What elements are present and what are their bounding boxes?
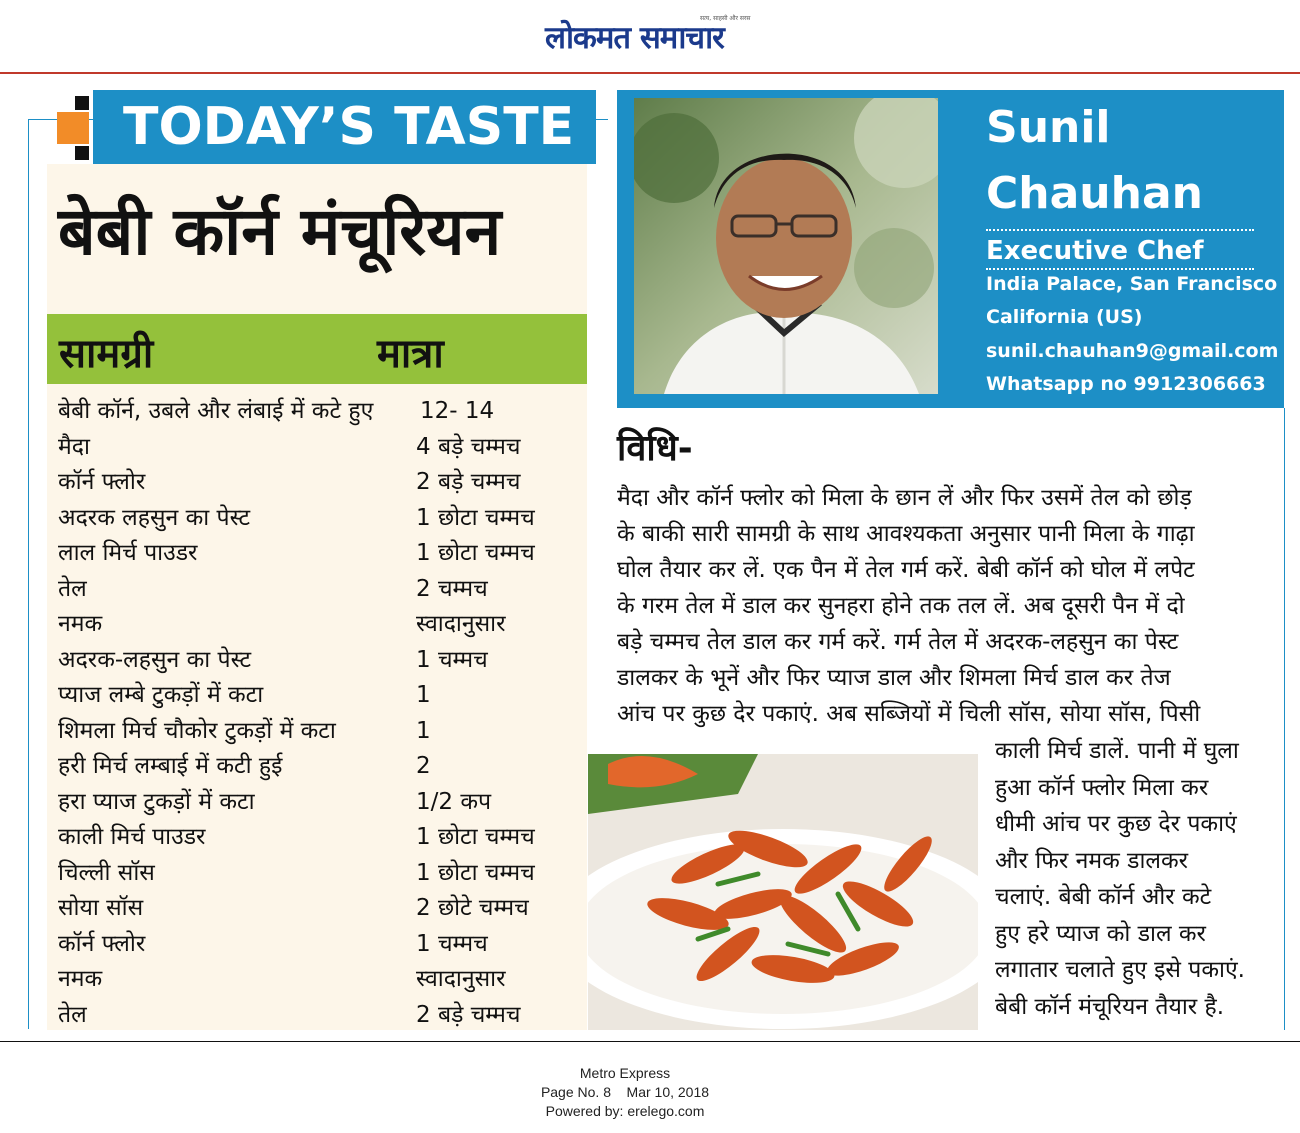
masthead-rule xyxy=(0,72,1300,74)
ingredient-row xyxy=(58,607,578,643)
ingredient-row xyxy=(58,430,578,466)
bottom-rule xyxy=(0,1041,1300,1042)
chef-title: Executive Chef xyxy=(986,236,1204,266)
ingredient-row xyxy=(58,998,578,1034)
ingredient-name: हरा प्याज टुकड़ों में कटा xyxy=(58,788,255,815)
chef-name xyxy=(986,95,1203,227)
ingredient-row xyxy=(58,962,578,998)
ingredient-row xyxy=(58,714,578,750)
method-line: और फिर नमक डालकर xyxy=(995,847,1189,874)
chef-location: California (US) xyxy=(986,306,1143,328)
dish-title: बेबी कॉर्न मंचूरियन xyxy=(58,193,502,270)
section-banner: TODAY’S TASTE xyxy=(93,90,596,164)
quantity-column-header: मात्रा xyxy=(377,331,444,377)
method-line: बड़े चम्मच तेल डाल कर गर्म करें. गर्म तेल में अदरक-लहसुन का पेस्ट xyxy=(617,629,1179,655)
dotted-divider xyxy=(986,229,1254,231)
method-line: धीमी आंच पर कुछ देर पकाएं xyxy=(995,811,1237,837)
black-square-ornament xyxy=(75,146,89,160)
ingredient-row xyxy=(58,678,578,714)
ingredient-name: काली मिर्च पाउडर xyxy=(58,824,206,850)
ingredient-quantity: 2 चम्मच xyxy=(416,575,488,602)
ingredient-row xyxy=(58,465,578,501)
ingredient-quantity: 1 छोटा चम्मच xyxy=(416,504,535,531)
ingredient-quantity: 2 छोटे चम्मच xyxy=(416,895,529,921)
chef-portrait-image xyxy=(634,98,938,394)
ingredient-row xyxy=(58,643,578,679)
footer-powered-by: Powered by: erelego.com xyxy=(545,1103,705,1119)
method-line: घोल तैयार कर लें. एक पैन में तेल गर्म करें. बेबी कॉर्न को घोल में लपेट xyxy=(617,557,1195,583)
ingredient-quantity: 2 बड़े चम्मच xyxy=(416,469,521,495)
orange-square-ornament xyxy=(57,112,89,144)
method-title: विधि- xyxy=(617,428,693,469)
ingredient-quantity: 1 चम्मच xyxy=(416,646,488,673)
ingredient-name: सोया सॉस xyxy=(58,895,144,921)
right-border-line xyxy=(1284,408,1285,1030)
ingredient-name: शिमला मिर्च चौकोर टुकड़ों में कटा xyxy=(58,717,336,744)
dotted-divider xyxy=(986,268,1254,270)
method-line: डालकर के भूनें और फिर प्याज डाल और शिमला मिर्च डाल कर तेज xyxy=(617,665,1171,691)
method-line: लगातार चलाते हुए इसे पकाएं. xyxy=(995,957,1245,983)
ingredient-name: तेल xyxy=(58,575,87,602)
ingredient-name: नमक xyxy=(58,611,103,637)
ingredient-name: कॉर्न फ्लोर xyxy=(58,930,146,957)
chef-photo xyxy=(634,98,938,394)
ingredient-quantity: 1 छोटा चम्मच xyxy=(416,824,535,850)
method-line: के गरम तेल में डाल कर सुनहरा होने तक तल लें. अब दूसरी पैन में दो xyxy=(617,593,1185,619)
ingredient-row xyxy=(58,856,578,892)
page-footer xyxy=(0,1064,1300,1121)
method-line: चलाएं. बेबी कॉर्न और कटे xyxy=(995,884,1212,910)
newspaper-logo: लोकमत समाचार xyxy=(545,20,724,56)
ingredient-quantity: 1 छोटा चम्मच xyxy=(416,540,535,566)
ingredient-name: प्याज लम्बे टुकड़ों में कटा xyxy=(58,682,264,708)
method-line: काली मिर्च डालें. पानी में घुला xyxy=(995,738,1239,764)
method-text-continued xyxy=(995,733,1275,1025)
method-line: आंच पर कुछ देर पकाएं. अब सब्जियों में चिली सॉस, सोया सॉस, पिसी xyxy=(617,701,1201,727)
ingredient-name: लाल मिर्च पाउडर xyxy=(58,540,198,566)
ingredient-quantity: स्वादानुसार xyxy=(416,611,506,637)
ingredient-row xyxy=(58,749,578,785)
ingredient-quantity: 1 छोटा चम्मच xyxy=(416,859,535,886)
ingredient-name: अदरक-लहसुन का पेस्ट xyxy=(58,646,252,673)
method-line: हुआ कॉर्न फ्लोर मिला कर xyxy=(995,774,1209,801)
ingredient-quantity: 1 चम्मच xyxy=(416,930,488,957)
ingredient-name: हरी मिर्च लम्बाई में कटी हुई xyxy=(58,753,283,779)
ingredient-name: मैदा xyxy=(58,433,90,460)
baby-corn-manchurian-image xyxy=(588,754,978,1030)
ingredient-row xyxy=(58,501,578,537)
ingredient-name: कॉर्न फ्लोर xyxy=(58,469,146,495)
ingredient-quantity: 1 xyxy=(416,717,431,744)
method-line: मैदा और कॉर्न फ्लोर को मिला के छान लें और फिर उसमें तेल को छोड़ xyxy=(617,485,1192,511)
ingredient-name: चिल्ली सॉस xyxy=(58,859,155,886)
masthead-tagline: सत्य, साहसी और सरस xyxy=(700,15,751,22)
ingredient-quantity: 4 बड़े चम्मच xyxy=(416,433,521,460)
ingredient-row xyxy=(58,572,578,608)
ingredient-quantity: 1 xyxy=(416,682,431,708)
ingredient-row xyxy=(58,785,578,821)
ingredient-row xyxy=(58,536,578,572)
ingredient-name: बेबी कॉर्न, उबले और लंबाई में कटे हुए xyxy=(58,398,374,424)
chef-whatsapp: Whatsapp no 9912306663 xyxy=(986,373,1266,395)
ingredient-row xyxy=(58,394,578,430)
ingredient-quantity: 1/2 कप xyxy=(416,788,492,815)
ingredient-row xyxy=(58,820,578,856)
ingredient-quantity: स्वादानुसार xyxy=(416,966,506,992)
chef-restaurant: India Palace, San Francisco xyxy=(986,273,1278,295)
ingredient-name: नमक xyxy=(58,966,103,992)
ingredient-quantity: 12- 14 xyxy=(420,398,495,424)
dish-photo xyxy=(588,754,978,1030)
ingredient-row xyxy=(58,891,578,927)
chef-last-name: Chauhan xyxy=(986,168,1203,219)
ingredients-header xyxy=(47,314,587,384)
ingredient-name: तेल xyxy=(58,1001,87,1028)
method-line: हुए हरे प्याज को डाल कर xyxy=(995,920,1206,947)
ingredients-column-header: सामग्री xyxy=(59,331,154,377)
footer-page-date: Page No. 8 Mar 10, 2018 xyxy=(540,1084,710,1100)
chef-first-name: Sunil xyxy=(986,102,1111,153)
ingredient-quantity: 2 xyxy=(416,753,431,779)
masthead xyxy=(0,0,1300,72)
footer-publication: Metro Express xyxy=(579,1065,671,1081)
ingredient-row xyxy=(58,927,578,963)
method-line: बेबी कॉर्न मंचूरियन तैयार है. xyxy=(995,993,1225,1020)
black-square-ornament xyxy=(75,96,89,110)
left-border-line xyxy=(28,119,29,1029)
method-text xyxy=(617,480,1267,732)
ingredient-quantity: 2 बड़े चम्मच xyxy=(416,1001,521,1028)
chef-email: sunil.chauhan9@gmail.com xyxy=(986,340,1279,362)
method-line: के बाकी सारी सामग्री के साथ आवश्यकता अनुसार पानी मिला के गाढ़ा xyxy=(617,521,1195,547)
ingredients-list xyxy=(58,394,578,1033)
ingredient-name: अदरक लहसुन का पेस्ट xyxy=(58,504,251,531)
